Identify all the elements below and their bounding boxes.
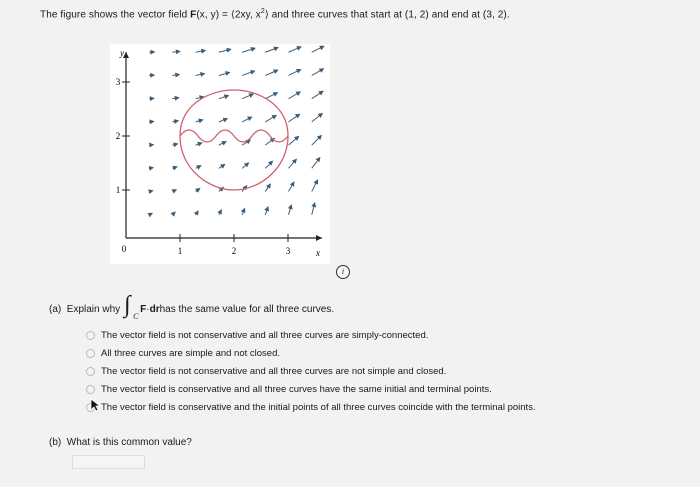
field-name: F — [190, 9, 197, 21]
field-arrow-3 — [149, 168, 153, 169]
y-axis-label: y — [120, 48, 124, 58]
info-icon[interactable]: i — [336, 265, 350, 279]
option-5[interactable]: The vector field is conservative and the initial points of all three curves coincide with the terminal points. — [86, 398, 536, 416]
y-tick-3-label: 3 — [115, 77, 121, 87]
y-tick-1-label: 1 — [115, 185, 121, 195]
option-4[interactable]: The vector field is conservative and all three curves have the same initial and terminal points. — [86, 380, 536, 398]
y-tick-2-label: 2 — [115, 131, 121, 141]
option-1-radio[interactable] — [86, 331, 95, 340]
x-tick-3-label: 3 — [285, 246, 291, 256]
vector-field-figure — [110, 44, 330, 264]
option-1[interactable]: The vector field is not conservative and all three curves are simply-connected. — [86, 326, 536, 344]
x-tick-1-label: 1 — [177, 246, 183, 256]
question-intro: The figure shows the vector field F(x, y) = ⟨2xy, $x^2⟩$ and three curves that start at (1, 2) and end at (3, 2). — [40, 8, 510, 21]
option-3-radio[interactable] — [86, 367, 95, 376]
option-3[interactable]: The vector field is not conservative and all three curves are not simple and closed. — [86, 362, 536, 380]
common-value-input[interactable] — [72, 455, 145, 469]
mouse-cursor-icon — [90, 398, 102, 412]
line-integral-symbol: ∫ C — [124, 292, 139, 321]
field-arrow-4 — [149, 145, 153, 146]
x-tick-2-label: 2 — [231, 246, 237, 256]
option-2[interactable]: All three curves are simple and not closed. — [86, 344, 536, 362]
option-2-radio[interactable] — [86, 349, 95, 358]
part-b-question: (b) What is this common value? — [49, 437, 192, 448]
option-4-radio[interactable] — [86, 385, 95, 394]
part-a-question: (a) Explain why ∫ C F · dr has the same value for all three curves. — [49, 292, 335, 321]
origin-label: 0 — [121, 244, 127, 254]
figure-background — [110, 44, 330, 264]
answer-options — [86, 326, 536, 416]
x-axis-label: x — [316, 248, 320, 258]
